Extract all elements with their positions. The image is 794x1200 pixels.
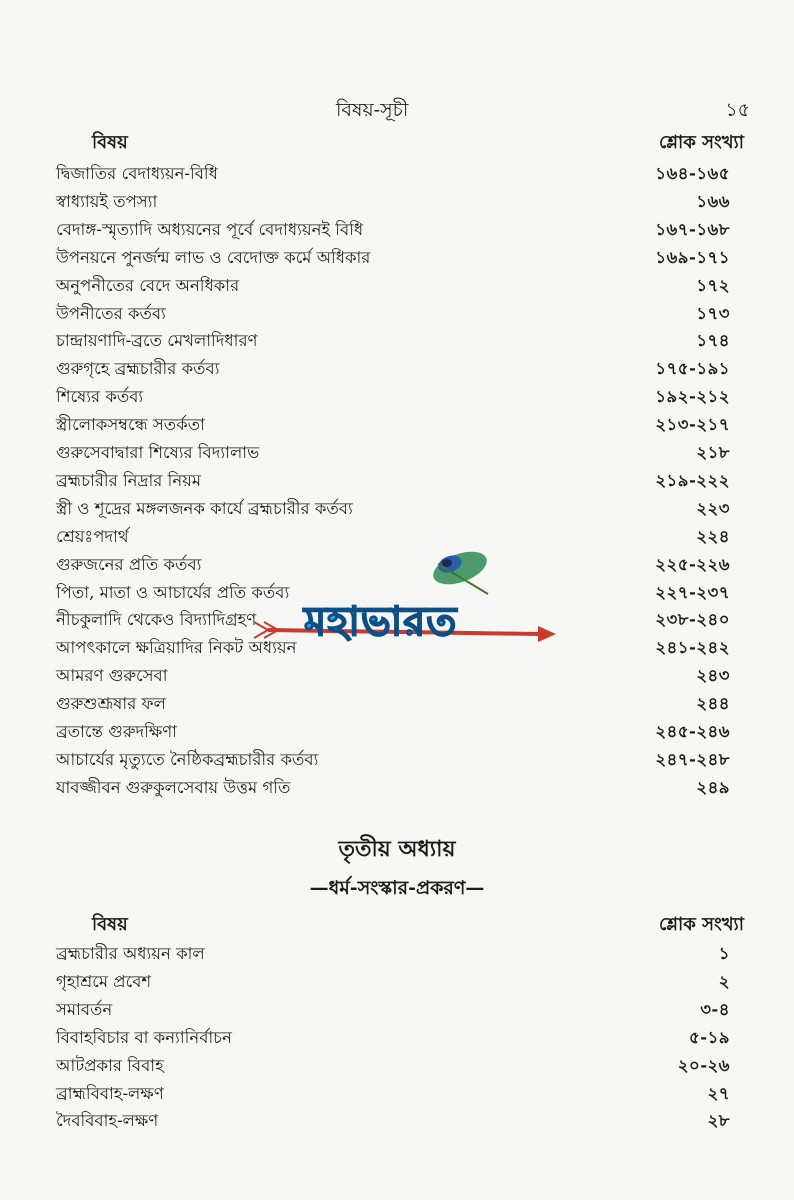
- verse-number: ২৭: [707, 1083, 730, 1103]
- index-row: [0, 355, 794, 383]
- topic-text: গুরুসেবাদ্বারা শিষ্যের বিদ্যালাভ: [56, 443, 260, 462]
- page-number: ১৫: [725, 99, 750, 121]
- topic-text: আটপ্রকার বিবাহ: [56, 1055, 164, 1075]
- index-row: [0, 996, 794, 1024]
- topic-text: উপনয়নে পুনর্জন্ম লাভ ও বেদোক্ত কর্মে অধিকার: [56, 247, 371, 267]
- verse-number: ১৯২-২১২: [655, 387, 730, 407]
- verse-number: ২৪৭-২৪৮: [655, 749, 730, 769]
- index-row: [0, 662, 794, 690]
- verse-number: ২৪৫-২৪৬: [655, 722, 730, 741]
- chapter-title: তৃতীয় অধ্যায়: [338, 836, 456, 862]
- topic-text: উপনীতের কর্তব্য: [56, 303, 166, 323]
- verse-number: ২২৪: [696, 526, 730, 546]
- topic-text: ব্রাহ্মবিবাহ-লক্ষণ: [56, 1083, 164, 1103]
- index-row: [0, 968, 794, 996]
- topic-text: স্বাধ্যায়ই তপস্যা: [56, 191, 158, 211]
- topic-text: যাবজ্জীবন গুরুকুলসেবায় উত্তম গতি: [56, 777, 291, 797]
- verse-number: ২৩৮-২৪০: [655, 610, 730, 630]
- verse-number: ৩-৪: [700, 999, 730, 1019]
- topic-text: দৈববিবাহ-লক্ষণ: [56, 1111, 159, 1131]
- index-row: [0, 940, 794, 968]
- section1-header: [0, 128, 794, 158]
- index-row: [0, 467, 794, 495]
- verse-number: ২২৫-২২৬: [655, 554, 730, 574]
- verse-column-header: শ্লোক সংখ্যা: [658, 914, 744, 935]
- topic-text: স্ত্রীলোকসম্বন্ধে সতর্কতা: [56, 415, 205, 435]
- verse-number: ১৭৫-১৯১: [655, 359, 730, 379]
- index-row: [0, 383, 794, 411]
- verse-number: ২১৩-২১৭: [655, 415, 730, 435]
- verse-number: ১৬৯-১৭১: [655, 247, 730, 267]
- topic-text: গুরুজনের প্রতি কর্তব্য: [56, 554, 202, 574]
- verse-number: ২৪১-২৪২: [655, 638, 730, 658]
- topic-text: গুরুশুশ্রূষার ফল: [56, 694, 166, 714]
- verse-number: ২০-২৬: [677, 1055, 730, 1075]
- topic-text: গুরুগৃহে ব্রহ্মচারীর কর্তব্য: [56, 359, 220, 379]
- index-row: [0, 690, 794, 718]
- index-row: [0, 746, 794, 774]
- verse-number: ১৬৬: [696, 191, 730, 211]
- index-row: [0, 1080, 794, 1108]
- topic-text: ব্রহ্মচারীর অধ্যয়ন কাল: [56, 944, 205, 963]
- index-row: [0, 411, 794, 439]
- section2-header: [0, 910, 794, 940]
- topic-column-header: বিষয়: [92, 914, 128, 935]
- watermark-text: মহাভারত: [304, 599, 458, 645]
- verse-number: ২৮: [707, 1111, 730, 1131]
- verse-number: ২২৩: [696, 498, 730, 518]
- index-row: [0, 188, 794, 216]
- topic-column-header: বিষয়: [92, 132, 128, 153]
- topic-text: শিষ্যের কর্তব্য: [56, 387, 144, 407]
- topic-text: আপৎকালে ক্ষত্রিয়াদির নিকট অধ্যয়ন: [56, 638, 297, 658]
- topic-text: বিবাহবিচার বা কন্যানির্বাচন: [56, 1027, 232, 1047]
- topic-text: ব্রতান্তে গুরুদক্ষিণা: [56, 722, 177, 741]
- index-row: [0, 1024, 794, 1052]
- verse-number: ২১৯-২২২: [655, 470, 730, 490]
- verse-number: ১৭২: [696, 275, 730, 295]
- topic-text: আচার্যের মৃত্যুতে নৈষ্ঠিকব্রহ্মচারীর কর্তব্য: [56, 749, 319, 769]
- topic-text: দ্বিজাতির বেদাধ্যয়ন-বিধি: [56, 164, 218, 183]
- topic-text: গৃহাশ্রমে প্রবেশ: [56, 971, 152, 991]
- index-row: [0, 774, 794, 802]
- index-row: [0, 439, 794, 467]
- topic-text: বেদাঙ্গ-স্মৃত্যাদি অধ্যয়নের পূর্বে বেদাধ্যয়নই বিধি: [56, 219, 364, 239]
- watermark-logo: [238, 538, 568, 658]
- index-row: [0, 495, 794, 523]
- index-row: [0, 244, 794, 272]
- verse-number: ২১৮: [696, 443, 730, 462]
- verse-number: ২: [718, 971, 730, 991]
- running-title: বিষয়-সূচী: [336, 99, 409, 121]
- topic-text: ব্রহ্মচারীর নিদ্রার নিয়ম: [56, 470, 202, 490]
- verse-number: ২৪৯: [696, 777, 730, 797]
- topic-text: স্ত্রী ও শূদ্রের মঙ্গলজনক কার্যে ব্রহ্মচারীর কর্তব্য: [56, 498, 353, 518]
- index-row: [0, 160, 794, 188]
- index-row: [0, 216, 794, 244]
- verse-number: ১৬৭-১৬৮: [655, 219, 730, 239]
- topic-text: চান্দ্রায়ণাদি-ব্রতে মেখলাদিধারণ: [56, 331, 258, 351]
- index-row: [0, 327, 794, 355]
- topic-text: সমাবর্তন: [56, 999, 113, 1019]
- index-row: [0, 718, 794, 746]
- index-row: [0, 300, 794, 328]
- index-row: [0, 1107, 794, 1135]
- verse-number: ২২৭-২৩৭: [655, 582, 730, 602]
- topic-text: নীচকুলাদি থেকেও বিদ্যাদিগ্রহণ: [56, 610, 257, 630]
- verse-number: ২৪৩: [696, 666, 730, 686]
- verse-number: ১৬৪-১৬৫: [655, 164, 730, 183]
- verse-number: ১৭৪: [696, 331, 730, 351]
- topic-text: অনুপনীতের বেদে অনধিকার: [56, 275, 240, 295]
- verse-number: ১: [718, 944, 730, 963]
- verse-number: ২৪৪: [696, 694, 730, 714]
- index-row: [0, 1052, 794, 1080]
- topic-text: পিতা, মাতা ও আচার্যের প্রতি কর্তব্য: [56, 582, 290, 602]
- index-row: [0, 272, 794, 300]
- verse-column-header: শ্লোক সংখ্যা: [658, 132, 744, 153]
- topic-text: আমরণ গুরুসেবা: [56, 666, 168, 686]
- running-head: [0, 96, 794, 126]
- verse-number: ৫-১৯: [689, 1027, 730, 1047]
- section-title: —ধর্ম-সংস্কার-প্রকরণ—: [309, 877, 485, 899]
- topic-text: শ্রেয়ঃপদার্থ: [56, 526, 129, 546]
- verse-number: ১৭৩: [696, 303, 730, 323]
